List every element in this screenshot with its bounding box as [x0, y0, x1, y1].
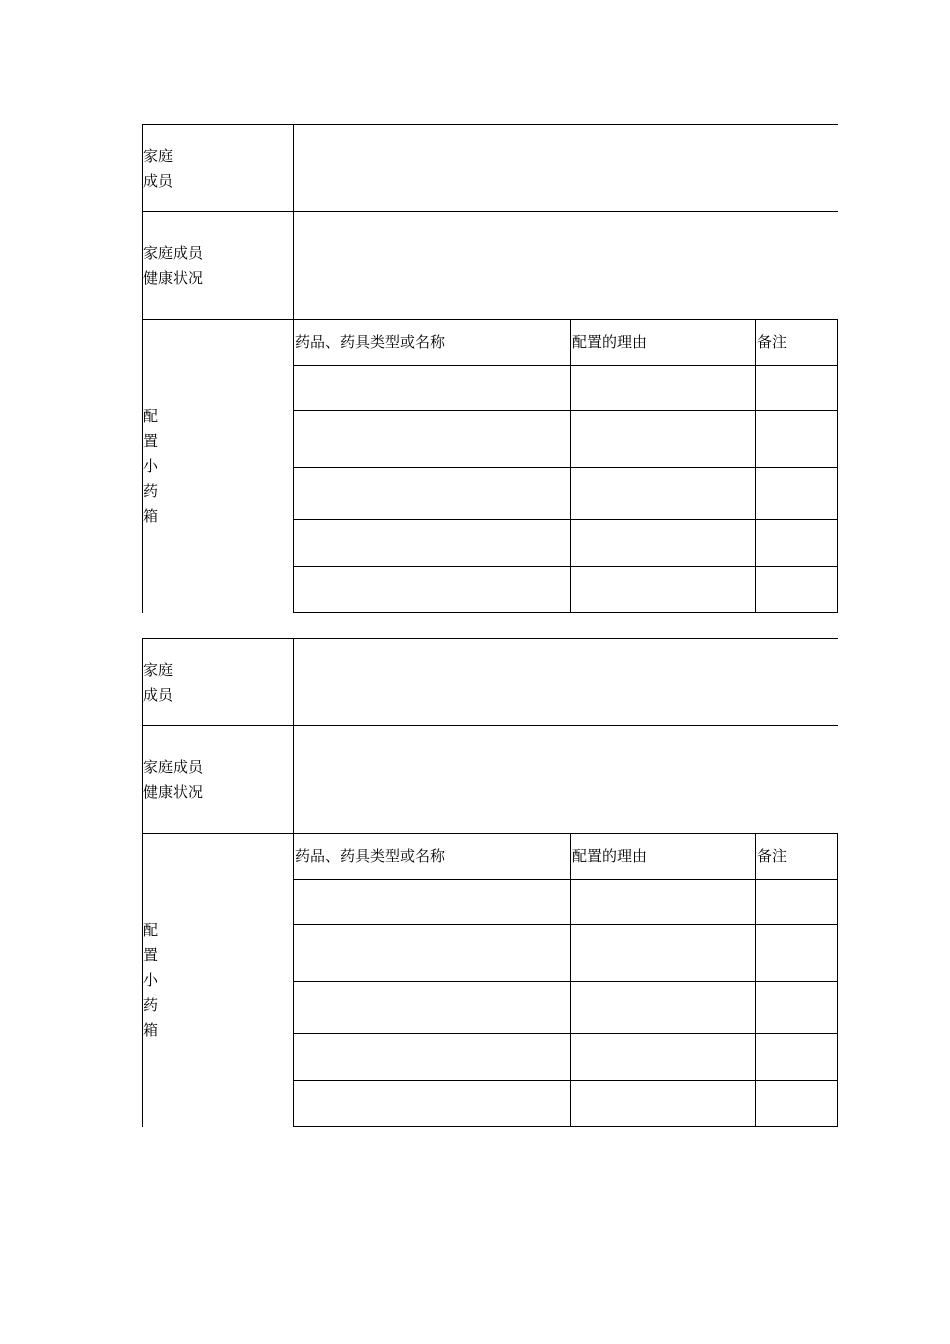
reason-cell[interactable]: [571, 1081, 755, 1126]
notes-cell[interactable]: [756, 411, 837, 467]
table-row: [294, 366, 837, 410]
reason-cell[interactable]: [571, 520, 755, 566]
header-reason: 配置的理由: [572, 847, 648, 865]
medicine-box-form-2: [142, 638, 838, 1127]
family-health-field[interactable]: [294, 726, 837, 833]
notes-cell[interactable]: [756, 1081, 837, 1126]
notes-cell[interactable]: [756, 925, 837, 981]
header-medicine-name: 药品、药具类型或名称: [295, 847, 446, 865]
table-row: [294, 1081, 837, 1126]
medicine-box-form-1: [142, 124, 838, 613]
medicine-name-cell[interactable]: [294, 880, 570, 924]
family-members-field[interactable]: [294, 125, 837, 211]
table-row: [294, 982, 837, 1033]
header-notes: 备注: [757, 333, 788, 351]
family-health-label-line1: 家庭成员: [143, 244, 204, 262]
table-row: [294, 411, 837, 467]
header-notes: 备注: [757, 847, 788, 865]
medicine-name-cell[interactable]: [294, 1081, 570, 1126]
table-row: [294, 468, 837, 519]
table-row: [294, 567, 837, 612]
reason-cell[interactable]: [571, 468, 755, 519]
notes-cell[interactable]: [756, 982, 837, 1033]
notes-cell[interactable]: [756, 468, 837, 519]
family-health-label: [143, 755, 203, 805]
medicine-box-label: 配置小药箱: [143, 921, 159, 1039]
family-members-label: [143, 658, 173, 708]
notes-cell[interactable]: [756, 366, 837, 410]
table-row: [294, 880, 837, 924]
medicine-box-label: 配置小药箱: [143, 407, 159, 525]
table-row: [294, 1034, 837, 1080]
family-members-label-line1: 家庭: [143, 147, 174, 165]
reason-cell[interactable]: [571, 925, 755, 981]
reason-cell[interactable]: [571, 880, 755, 924]
medicine-name-cell[interactable]: [294, 411, 570, 467]
reason-cell[interactable]: [571, 1034, 755, 1080]
family-health-label-line1: 家庭成员: [143, 758, 204, 776]
notes-cell[interactable]: [756, 520, 837, 566]
medicine-name-cell[interactable]: [294, 925, 570, 981]
family-members-label: [143, 144, 173, 194]
table-row: [294, 925, 837, 981]
reason-cell[interactable]: [571, 366, 755, 410]
table-row: [294, 520, 837, 566]
header-reason: 配置的理由: [572, 333, 648, 351]
family-members-label-line1: 家庭: [143, 661, 174, 679]
notes-cell[interactable]: [756, 1034, 837, 1080]
notes-cell[interactable]: [756, 880, 837, 924]
reason-cell[interactable]: [571, 567, 755, 612]
family-health-label: [143, 241, 203, 291]
family-members-label-line2: 成员: [143, 172, 174, 190]
reason-cell[interactable]: [571, 411, 755, 467]
notes-cell[interactable]: [756, 567, 837, 612]
medicine-name-cell[interactable]: [294, 468, 570, 519]
medicine-name-cell[interactable]: [294, 1034, 570, 1080]
family-health-label-line2: 健康状况: [143, 269, 204, 287]
family-members-field[interactable]: [294, 639, 837, 725]
medicine-name-cell[interactable]: [294, 520, 570, 566]
medicine-name-cell[interactable]: [294, 366, 570, 410]
header-medicine-name: 药品、药具类型或名称: [295, 333, 446, 351]
family-members-label-line2: 成员: [143, 686, 174, 704]
medicine-name-cell[interactable]: [294, 567, 570, 612]
family-health-field[interactable]: [294, 212, 837, 319]
medicine-name-cell[interactable]: [294, 982, 570, 1033]
reason-cell[interactable]: [571, 982, 755, 1033]
family-health-label-line2: 健康状况: [143, 783, 204, 801]
